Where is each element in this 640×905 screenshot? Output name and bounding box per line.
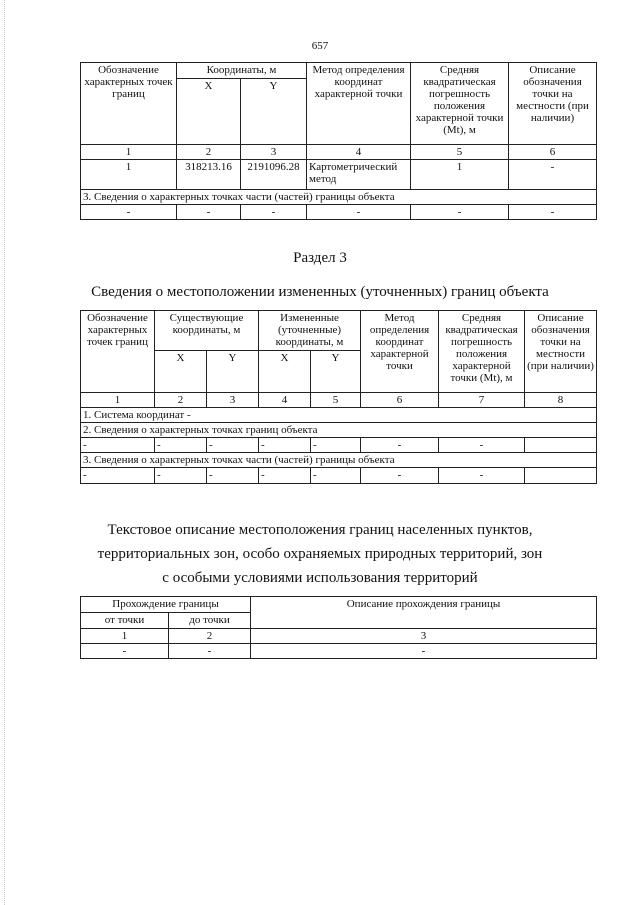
changed-boundaries-table — [80, 310, 597, 484]
table-cell: - — [509, 160, 597, 190]
header-to-point: до точки — [169, 613, 251, 629]
header-description: Описание обозначения точки на местности (при наличии) — [525, 311, 597, 393]
col-number: 3 — [241, 145, 307, 160]
table-cell: - — [361, 468, 439, 483]
col-number: 6 — [361, 393, 439, 408]
table-cell: 318213.16 — [177, 160, 241, 190]
table-cell: - — [207, 438, 259, 453]
section-title: Сведения о местоположении измененных (уточненных) границ объекта — [91, 284, 549, 300]
header-x: X — [177, 79, 241, 145]
header-method: Метод определения координат характерной точки — [361, 311, 439, 393]
table-cell: - — [439, 468, 525, 483]
table-cell: - — [81, 438, 155, 453]
table-cell — [525, 438, 597, 453]
header-x: X — [259, 351, 311, 393]
table-cell: - — [177, 205, 241, 220]
table-cell: - — [259, 468, 311, 483]
col-number: 1 — [81, 393, 155, 408]
table-cell: - — [411, 205, 509, 220]
table-cell: - — [81, 644, 169, 659]
title-line: Текстовое описание местоположения границ населенных пунктов, — [107, 522, 533, 538]
col-number: 1 — [81, 629, 169, 644]
header-y: Y — [241, 79, 307, 145]
col-number: 2 — [177, 145, 241, 160]
col-number: 2 — [169, 629, 251, 644]
col-number: 6 — [509, 145, 597, 160]
table-cell: - — [509, 205, 597, 220]
table-cell: - — [361, 438, 439, 453]
table-cell: - — [311, 468, 361, 483]
table-cell: - — [241, 205, 307, 220]
coord-system-label: 1. Система координат - — [81, 408, 597, 423]
boundary-points-table — [80, 62, 597, 220]
section-heading: Раздел 3 — [293, 250, 347, 266]
table-cell: - — [169, 644, 251, 659]
col-number: 2 — [155, 393, 207, 408]
header-from-point: от точки — [81, 613, 169, 629]
table-cell: - — [155, 468, 207, 483]
col-number: 5 — [311, 393, 361, 408]
col-number: 7 — [439, 393, 525, 408]
header-x: X — [155, 351, 207, 393]
text-description-title — [0, 518, 640, 590]
table-cell: 2191096.28 — [241, 160, 307, 190]
table-cell: 1 — [81, 160, 177, 190]
table-cell: 1 — [411, 160, 509, 190]
header-changed-coordinates: Измененные (уточненные) координаты, м — [259, 311, 361, 351]
table-cell: - — [311, 438, 361, 453]
scan-margin-line — [4, 0, 6, 905]
header-passage: Прохождение границы — [81, 597, 251, 613]
header-existing-coordinates: Существующие координаты, м — [155, 311, 259, 351]
header-designation: Обозначение характерных точек границ — [81, 63, 177, 145]
col-number: 8 — [525, 393, 597, 408]
header-y: Y — [311, 351, 361, 393]
header-error: Средняя квадратическая погрешность положения характерной точки (Mt), м — [439, 311, 525, 393]
table-cell: - — [251, 644, 597, 659]
section-label: 3. Сведения о характерных точках части (частей) границы объекта — [81, 190, 597, 205]
header-coordinates: Координаты, м — [177, 63, 307, 79]
table-cell: - — [155, 438, 207, 453]
title-line: территориальных зон, особо охраняемых природных территорий, зон — [97, 546, 543, 562]
col-number: 5 — [411, 145, 509, 160]
table-cell: - — [81, 205, 177, 220]
col-number: 3 — [207, 393, 259, 408]
table-cell: - — [439, 438, 525, 453]
boundary-passage-table — [80, 596, 597, 659]
header-designation: Обозначение характерных точек границ — [81, 311, 155, 393]
section-label: 2. Сведения о характерных точках границ объекта — [81, 423, 597, 438]
table-cell: - — [307, 205, 411, 220]
table-cell: Картометрический метод — [307, 160, 411, 190]
section-label: 3. Сведения о характерных точках части (частей) границы объекта — [81, 453, 597, 468]
header-description: Описание обозначения точки на местности (при наличии) — [509, 63, 597, 145]
table-cell: - — [207, 468, 259, 483]
header-method: Метод определения координат характерной точки — [307, 63, 411, 145]
table-cell: - — [81, 468, 155, 483]
col-number: 4 — [259, 393, 311, 408]
col-number: 1 — [81, 145, 177, 160]
header-error: Средняя квадратическая погрешность положения характерной точки (Mt), м — [411, 63, 509, 145]
header-passage-description: Описание прохождения границы — [251, 597, 597, 629]
header-y: Y — [207, 351, 259, 393]
title-line: с особыми условиями использования территорий — [162, 570, 478, 586]
page-number: 657 — [311, 40, 329, 52]
table-cell: - — [259, 438, 311, 453]
table-cell — [525, 468, 597, 483]
col-number: 3 — [251, 629, 597, 644]
col-number: 4 — [307, 145, 411, 160]
